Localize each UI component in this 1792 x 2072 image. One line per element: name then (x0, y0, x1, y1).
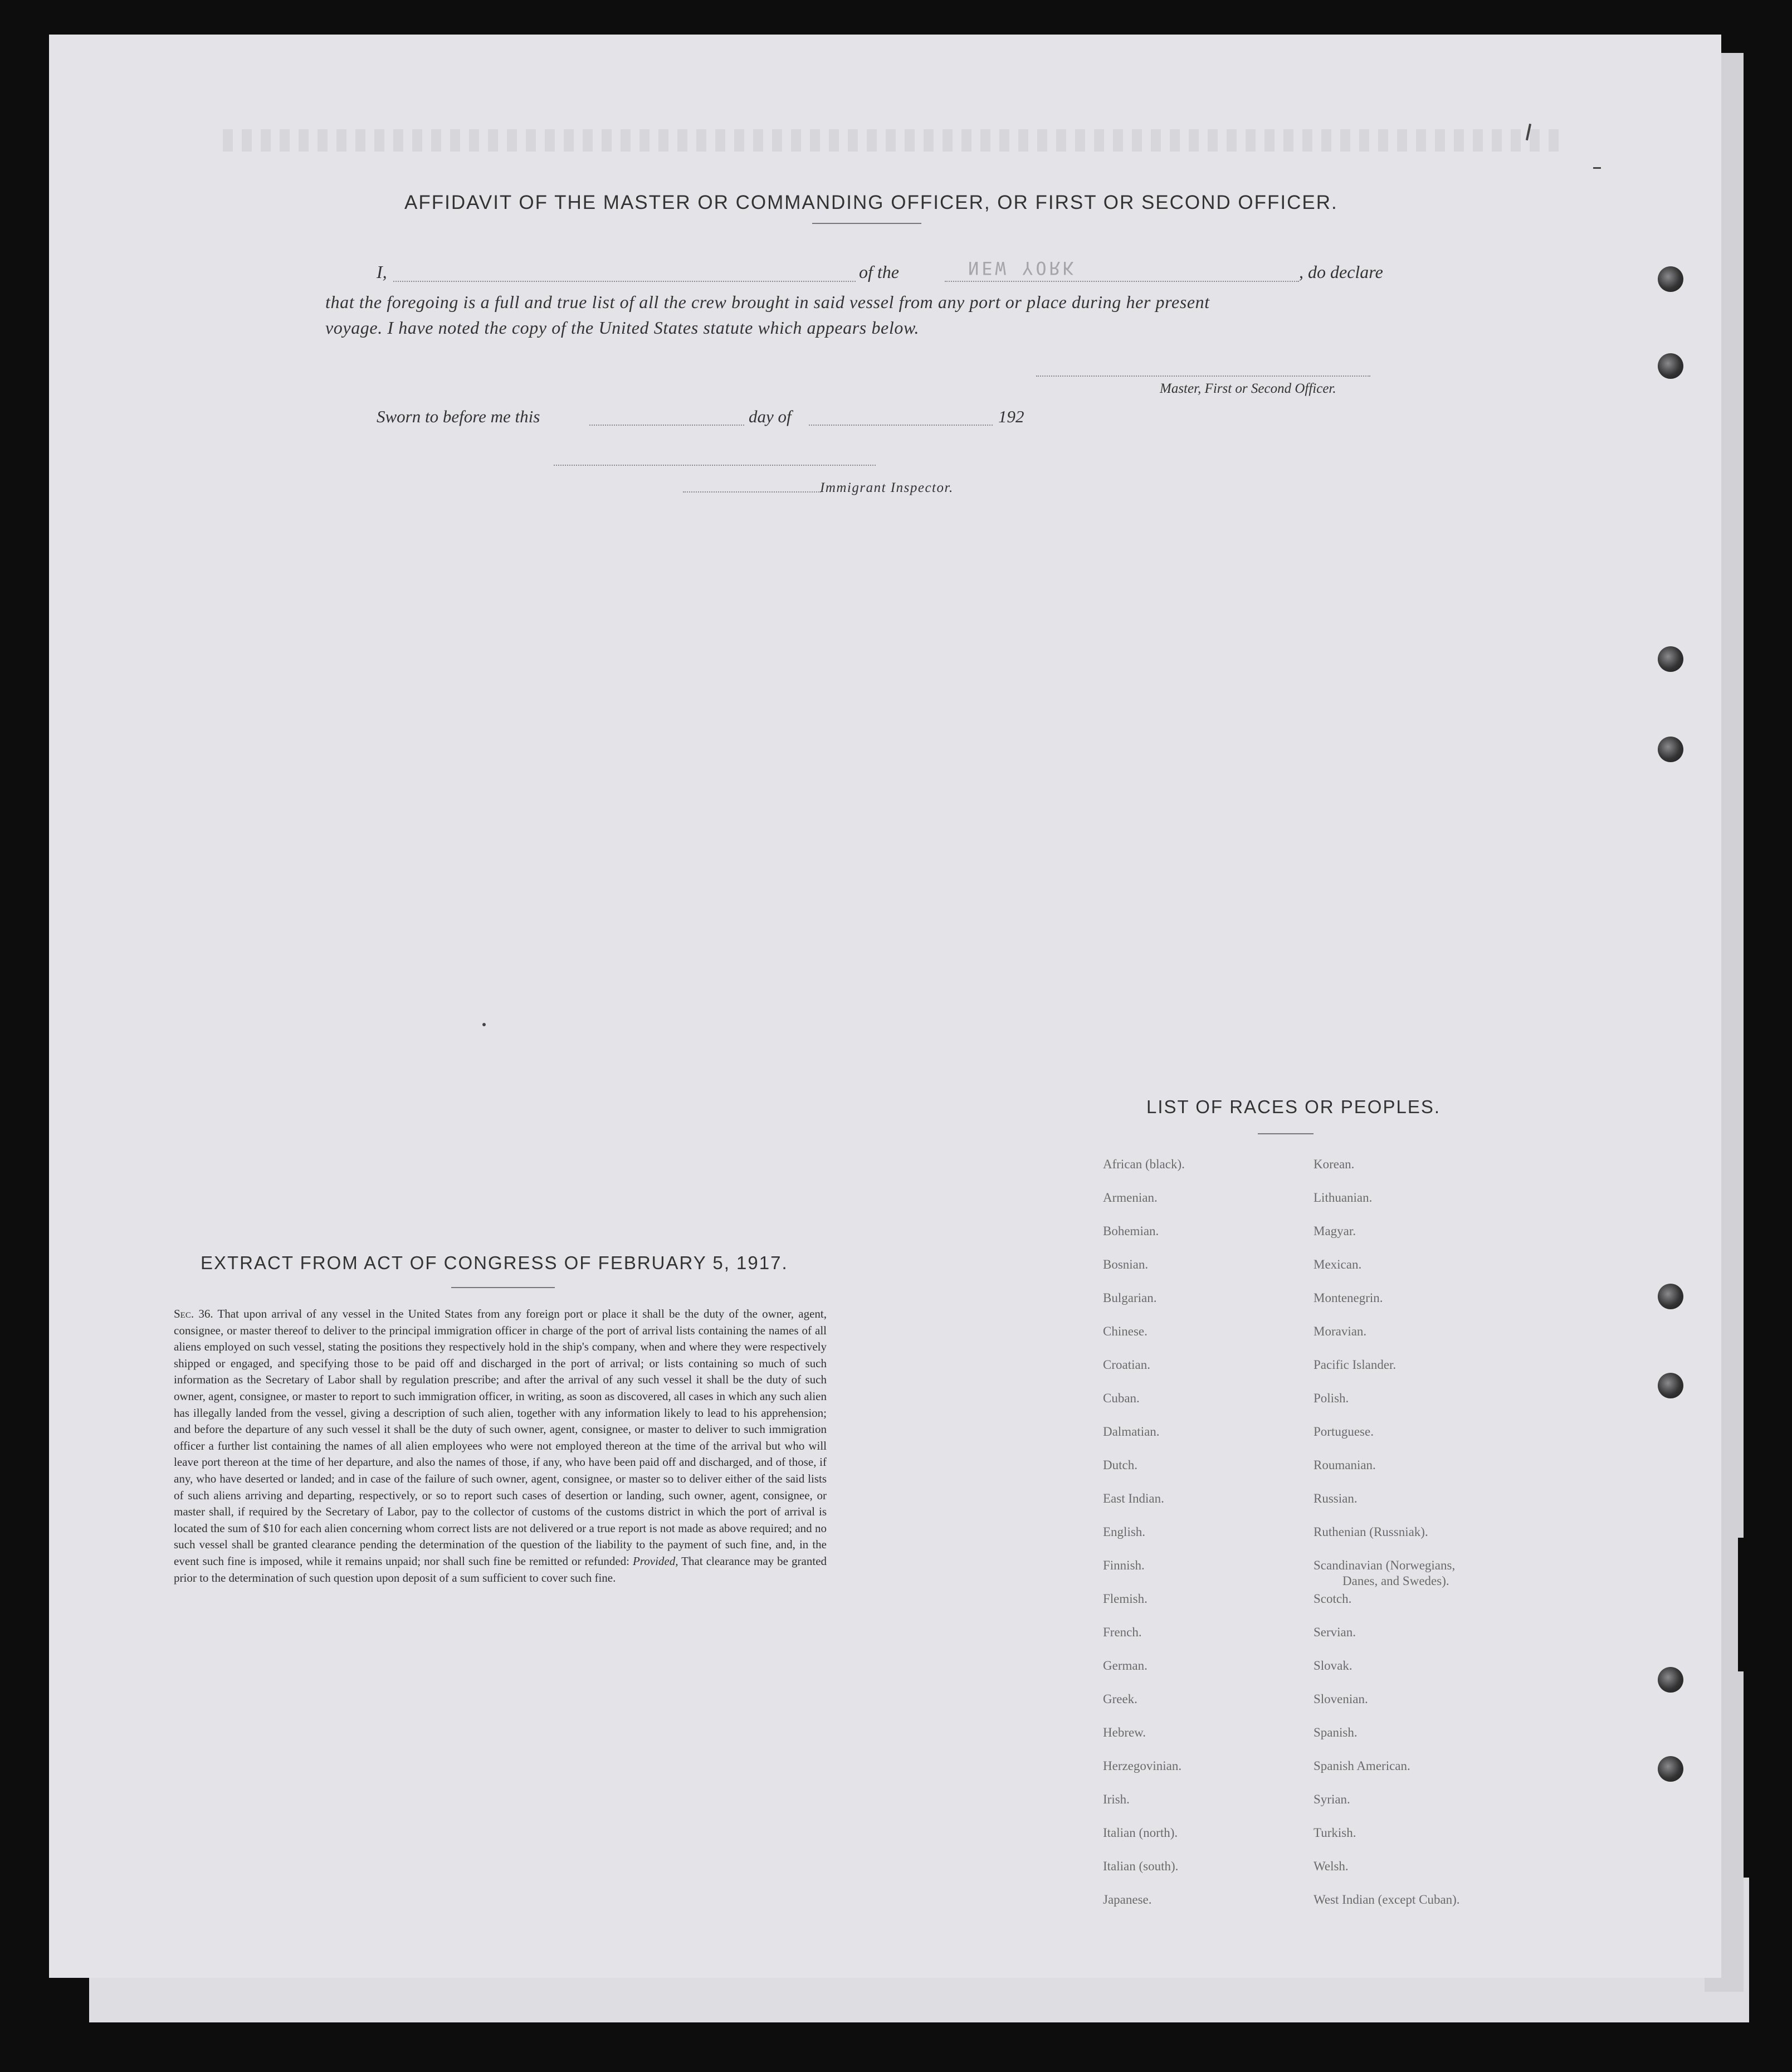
stray-mark (482, 1023, 486, 1026)
race-item: Magyar. (1314, 1224, 1356, 1238)
race-item: Lithuanian. (1314, 1191, 1373, 1205)
race-item: Scandinavian (Norwegians, (1314, 1558, 1456, 1572)
inspector-signature-line-1[interactable] (554, 465, 876, 466)
race-item: Polish. (1314, 1391, 1349, 1405)
race-item: Finnish. (1103, 1558, 1145, 1572)
master-signature-label: Master, First or Second Officer. (1160, 381, 1336, 396)
race-item: Spanish American. (1314, 1759, 1410, 1773)
race-item: Korean. (1314, 1157, 1355, 1171)
declarant-label: I, (377, 262, 387, 282)
day-of-label: day of (749, 407, 792, 426)
extract-title: EXTRACT FROM ACT OF CONGRESS OF FEBRUARY 5, 1917. (201, 1252, 788, 1273)
race-item: Spanish. (1314, 1725, 1358, 1739)
punch-hole (1658, 1373, 1683, 1398)
race-item: German. (1103, 1659, 1148, 1673)
statute-text (174, 1306, 827, 1586)
race-item: Danes, and Swedes). (1342, 1574, 1449, 1588)
of-the-label: of the (859, 262, 899, 282)
affidavit-body-line-1: that the foregoing is a full and true list of all the crew brought in said vessel from any port or place during her present (325, 292, 1210, 312)
binding-notch (1738, 1538, 1792, 1671)
sworn-day-line[interactable] (589, 425, 744, 426)
statute-provided: Provided, (633, 1554, 678, 1568)
race-item: Portuguese. (1314, 1425, 1374, 1439)
race-item: Dalmatian. (1103, 1425, 1160, 1439)
year-label: 192 (998, 407, 1024, 426)
punch-hole (1658, 353, 1683, 379)
race-item: Bosnian. (1103, 1257, 1149, 1271)
race-item: Hebrew. (1103, 1725, 1146, 1739)
race-item: Bulgarian. (1103, 1291, 1157, 1305)
race-item: Italian (north). (1103, 1826, 1178, 1840)
stray-mark (1593, 167, 1601, 169)
statute-body-1: That upon arrival of any vessel in the United States from any foreign port or place it shall be the duty of the owner, agent, consignee, or master thereof to deliver to the principal immigration officer in charge of the port of arrival lists containing the names of all aliens employed on such vessel, stating the positions they respectively hold in the ship's company, when and where they were respectively shipped or engaged, and specifying those to be paid off and discharged in the port of arrival; or lists containing so much of such information as the Secretary of Labor shall by regulation prescribe; and after the arrival of any such vessel it shall be the duty of such owner, agent, consignee, or master to report to such immigration officer, in writing, as soon as discovered, all cases in which any such alien has illegally landed from the vessel, giving a description of such alien, together with any information likely to lead to his apprehension; and before the departure of any such vessel it shall be the duty of such owner, agent, consignee, or master to deliver to such immigration officer a further list containing the names of all alien employees who were not employed thereon at the time of the arrival but who will leave port thereon at the time of her departure, and also the names of those, if any, who have been paid off and discharged, and of those, if any, who have deserted or landed; and in case of the failure of such owner, agent, consignee, or master so to deliver either of the said lists of such aliens arriving and departing, respectively, or so to report such cases of desertion or landing, such owner, agent, consignee, or master shall, if required by the Secretary of Labor, pay to the collector of customs of the customs district in which the port of arrival is located the sum of $10 for each alien concerning whom correct lists are not delivered or a true report is not made as above required; and no such vessel shall be granted clearance pending the determination of the question of the liability to the payment of such fine, and, in the event such fine is imposed, while it remains unpaid; nor shall such fine be remitted or refunded: (174, 1307, 827, 1568)
race-item: African (black). (1103, 1157, 1185, 1171)
section-label: Sec. 36. (174, 1307, 213, 1320)
race-item: English. (1103, 1525, 1146, 1539)
race-item: Armenian. (1103, 1191, 1158, 1205)
race-item: Russian. (1314, 1491, 1358, 1505)
race-item: West Indian (except Cuban). (1314, 1893, 1460, 1907)
race-item: Chinese. (1103, 1324, 1148, 1338)
race-item: French. (1103, 1625, 1142, 1639)
race-item: Ruthenian (Russniak). (1314, 1525, 1428, 1539)
inspector-signature-line-2[interactable] (683, 491, 821, 493)
race-item: Moravian. (1314, 1324, 1367, 1338)
race-item: Welsh. (1314, 1859, 1349, 1873)
race-item: Syrian. (1314, 1792, 1350, 1806)
do-declare-label: , do declare (1299, 262, 1383, 282)
race-item: Croatian. (1103, 1358, 1150, 1372)
race-item: Herzegovinian. (1103, 1759, 1182, 1773)
sworn-month-line[interactable] (809, 425, 993, 426)
race-item: Dutch. (1103, 1458, 1137, 1472)
statute-body-2: That clearance may be granted prior to the determination of such question upon deposit of a sum sufficient to cover such fine. (174, 1554, 827, 1585)
punch-hole (1658, 1667, 1683, 1693)
vessel-name-line[interactable] (945, 281, 1299, 282)
races-title: LIST OF RACES OR PEOPLES. (1146, 1096, 1441, 1117)
master-signature-line[interactable] (1036, 376, 1370, 377)
race-item: Pacific Islander. (1314, 1358, 1397, 1372)
race-item: Irish. (1103, 1792, 1130, 1806)
punch-hole (1658, 737, 1683, 762)
vessel-name-handwritten: NEW YORK (968, 257, 1077, 279)
race-item: Slovak. (1314, 1659, 1352, 1673)
declarant-name-line[interactable] (393, 281, 856, 282)
race-item: Slovenian. (1314, 1692, 1368, 1706)
race-item: Roumanian. (1314, 1458, 1376, 1472)
affidavit-title: AFFIDAVIT OF THE MASTER OR COMMANDING OFFICER, OR FIRST OR SECOND OFFICER. (404, 192, 1338, 213)
race-item: Scotch. (1314, 1592, 1352, 1606)
punch-hole (1658, 266, 1683, 292)
punch-hole (1658, 1756, 1683, 1782)
extract-title-rule (451, 1287, 555, 1288)
race-item: Turkish. (1314, 1826, 1356, 1840)
race-item: Montenegrin. (1314, 1291, 1383, 1305)
race-item: Bohemian. (1103, 1224, 1159, 1238)
race-item: East Indian. (1103, 1491, 1164, 1505)
race-item: Italian (south). (1103, 1859, 1179, 1873)
punch-hole (1658, 646, 1683, 672)
punch-hole (1658, 1284, 1683, 1309)
races-title-rule (1258, 1133, 1314, 1134)
race-item: Servian. (1314, 1625, 1356, 1639)
race-item: Cuban. (1103, 1391, 1140, 1405)
bleed-through (223, 129, 1560, 152)
race-item: Flemish. (1103, 1592, 1148, 1606)
affidavit-title-rule (812, 223, 921, 224)
race-item: Greek. (1103, 1692, 1137, 1706)
sworn-label: Sworn to before me this (377, 407, 540, 426)
race-item: Japanese. (1103, 1893, 1152, 1907)
inspector-label: Immigrant Inspector. (820, 480, 954, 495)
affidavit-body-line-2: voyage. I have noted the copy of the United States statute which appears below. (325, 318, 920, 338)
race-item: Mexican. (1314, 1257, 1362, 1271)
